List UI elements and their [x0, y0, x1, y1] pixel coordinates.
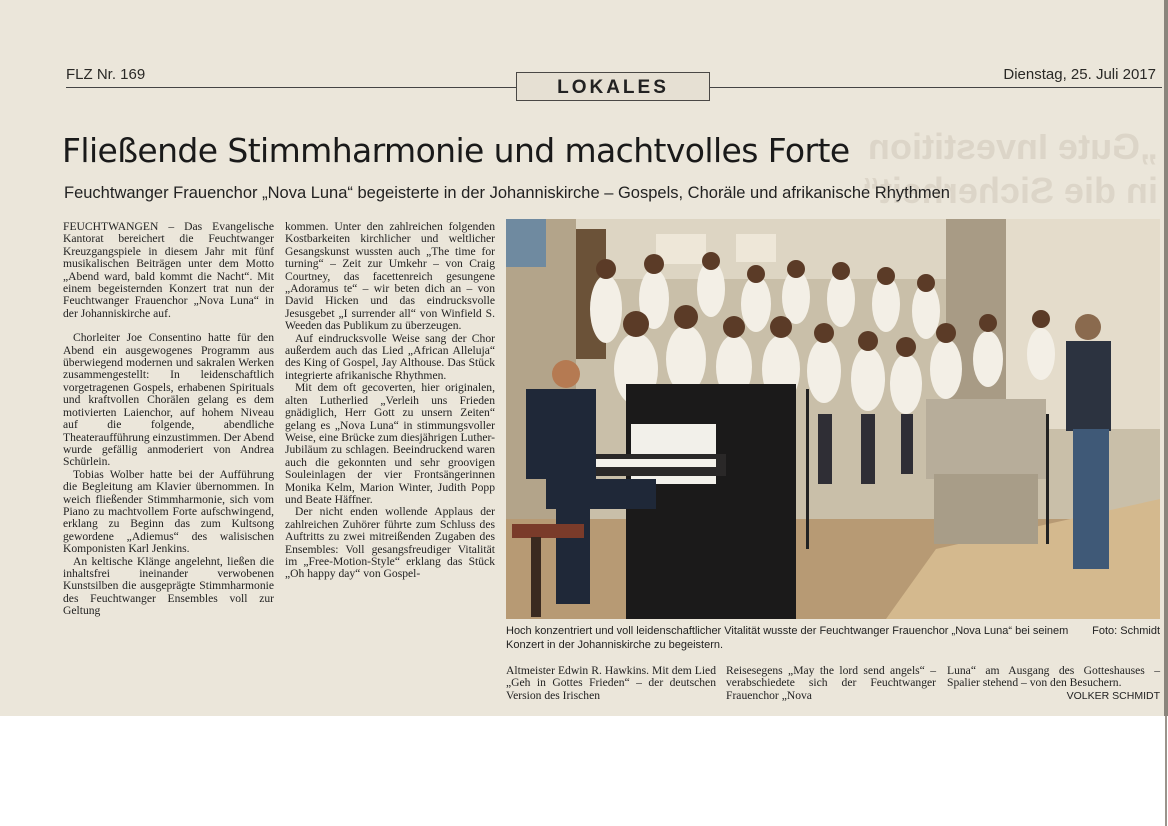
scan-edge	[1164, 0, 1168, 716]
paragraph: Chorleiter Joe Consentino hatte für den Abend ein ausgewogenes Programm aus überwiegend modernen und sakralen Werken zusammengestellt: In leidenschaftlich vorgetragenen Gospels, erhabenen Spirituals und kraftvollen Chorälen gelang es dem motivierten Laienchor, auf hohem Niveau auf die folgende, abendliche Theateraufführung einzustimmen. Der Abend wurde gefällig anmoderiert von Andrea Schürlein.	[63, 331, 274, 469]
bleed-through-text: „Gute Investition in die Sicherheit“	[861, 126, 1158, 211]
header-rule-left	[66, 87, 516, 88]
paragraph: kommen. Unter den zahlreichen folgenden Kostbarkeiten kirchlicher und weltlicher Gesangskunst wussten auch „The time for turning“ – Zeit zur Umkehr – von Craig Courtney, das facettenreich gesungene „Adoramus te“ – wir beten dich an – von David Hicken und das eindrucksvolle Jesusgebet „I surrender all“ von Winfield S. Weeden das Publikum zu überzeugen.	[285, 220, 495, 333]
article-column-3: Altmeister Edwin R. Hawkins. Mit dem Lied „Geh in Gottes Frieden“ – der deutschen Version des Irischen	[506, 664, 716, 702]
issue-date: Dienstag, 25. Juli 2017	[1003, 66, 1156, 83]
article-headline: Fließende Stimmharmonie und machtvolles Forte	[62, 131, 850, 170]
paragraph: An keltische Klänge angelehnt, ließen die inhaltsfrei ineinander verwobenen Kunstsilben die ausgeprägte Stimmharmonie des Feuchtwanger Ensembles voll zur Geltung	[63, 554, 274, 618]
article-column-5	[947, 665, 1160, 702]
author-byline: VOLKER SCHMIDT	[1066, 689, 1160, 702]
paper-issue: FLZ Nr. 169	[66, 66, 146, 83]
photo-credit: Foto: Schmidt	[1092, 625, 1160, 637]
article-column-4: Reisesegens „May the lord send angels“ – verabschiedete sich der Feuchtwanger Frauenchor „Nova	[726, 664, 936, 702]
scan-edge-lower	[1165, 716, 1167, 826]
header-rule-right	[710, 87, 1162, 88]
article-subheadline: Feuchtwanger Frauenchor „Nova Luna“ begeisterte in der Johanniskirche – Gospels, Choräle und afrikanische Rhythmen	[64, 184, 950, 202]
section-label: LOKALES	[516, 72, 710, 101]
article-column-2	[285, 221, 495, 581]
paragraph: Luna“ am Ausgang des Gotteshauses – Spalier stehend – von den Besuchern.	[947, 664, 1160, 690]
paragraph: Auf eindrucksvolle Weise sang der Chor außerdem auch das Lied „African Alleluja“ des King of Gospel, Jay Althouse. Das Stück integrierte afrikanische Rhythmen.	[285, 331, 495, 382]
paragraph: Der nicht enden wollende Applaus der zahlreichen Zuhörer führte zum Schluss des Auftritts zu zwei mitreißenden Zugaben des Ensembles: Voll gesangsfreudiger Vitalität im „Free-Motion-Style“ erklang das Stück „Oh happy day“ von Gospel-	[285, 505, 495, 581]
choir-photo	[506, 219, 1160, 619]
article-column-1	[63, 221, 274, 618]
photo-caption	[506, 624, 1160, 652]
paragraph: FEUCHTWANGEN – Das Evangelische Kantorat bereichert die Feuchtwanger Kreuzgangspiele in diesem Jahr mit fünf musikalischen Beiträgen unter dem Motto „Abend ward, bald kommt die Nacht“. Mit einem begeisternden Konzert trat nun der Feuchtwanger Frauenchor „Nova Luna“ in der Johanniskirche auf.	[63, 220, 274, 320]
paragraph: Mit dem oft gecoverten, hier originalen, alten Lutherlied „Verleih uns Frieden gnädiglich, Herr Gott zu unsern Zeiten“ gelang es „Nova Luna“ in stimmungsvoller Weise, eine Brücke zum diesjährigen Luther-Jubiläum zu schlagen. Beeindruckend waren auch die gekonnten und sehr groovigen Souleinlagen der vier Frontsängerinnen Monika Kelm, Marion Winter, Judith Popp und Beate Häffner.	[285, 381, 495, 506]
caption-text: Hoch konzentriert und voll leidenschaftlicher Vitalität wusste der Feuchtwanger Frauenchor „Nova Luna“ bei seinem Konzert in der Johanniskirche zu begeistern.	[506, 625, 1069, 651]
paragraph: Tobias Wolber hatte bei der Aufführung die Begleitung am Klavier übernommen. In weich fließender Stimmharmonie, sich vom Piano zu machtvollem Forte aufschwingend, erklang zu Beginn das zum Kultsong gewordene „Adiemus“ des walisischen Komponisten Karl Jenkins.	[63, 467, 274, 556]
